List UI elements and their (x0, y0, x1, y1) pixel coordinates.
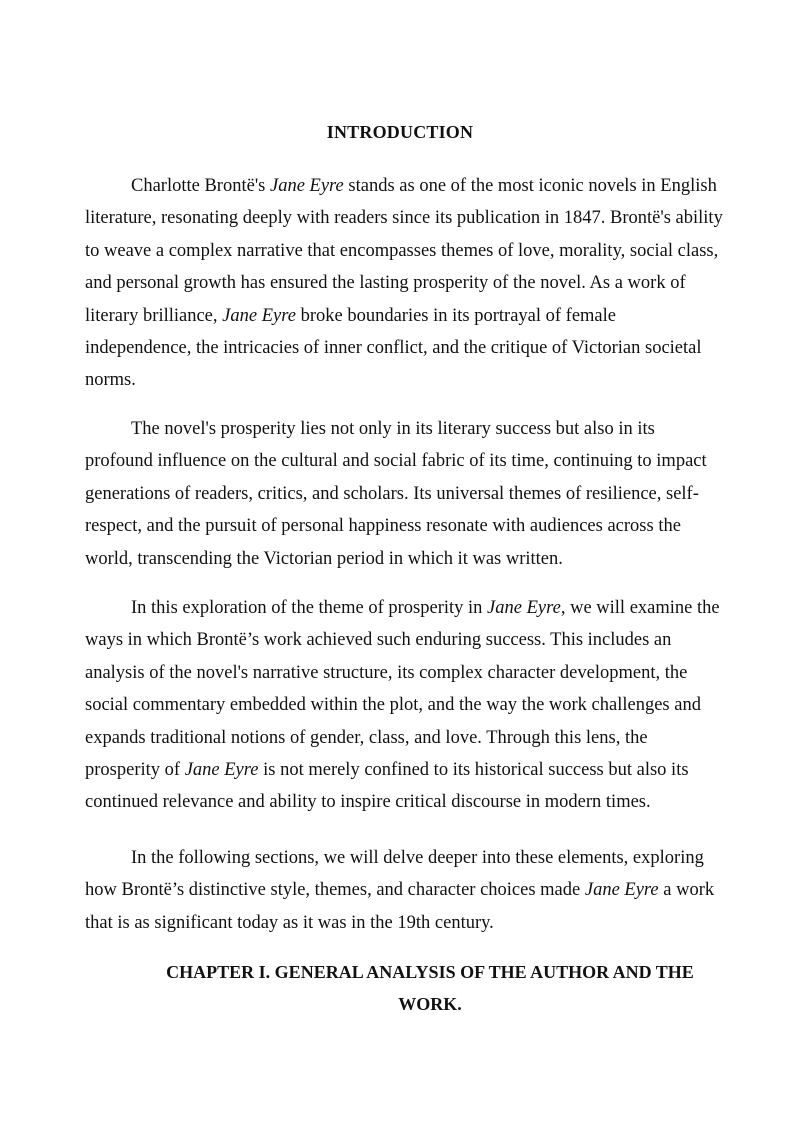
text-line: and personal growth has ensured the lasting prosperity of the novel. As a work of (85, 273, 686, 294)
text-line: social commentary embedded within the plot, and the way the work challenges and (85, 695, 701, 716)
paragraph (85, 592, 725, 819)
text-line: generations of readers, critics, and scholars. Its universal themes of resilience, self- (85, 483, 699, 504)
text-line: analysis of the novel's narrative structure, its complex character development, the (85, 662, 688, 683)
text-line: respect, and the pursuit of personal happiness resonate with audiences across the (85, 516, 681, 537)
chapter-heading-line: CHAPTER I. GENERAL ANALYSIS OF THE AUTHOR AND THE (166, 962, 694, 982)
paragraph (85, 413, 725, 575)
book-title: Jane Eyre (487, 598, 561, 618)
book-title: Jane Eyre (184, 760, 259, 781)
text-line: literary brilliance, Jane Eyre broke boundaries in its portrayal of female (85, 305, 616, 326)
paragraph (85, 170, 725, 397)
text-line: continued relevance and ability to inspire critical discourse in modern times. (85, 792, 651, 813)
text-line: Charlotte Brontë's Jane Eyre stands as one of the most iconic novels in English (131, 176, 717, 196)
text-line: world, transcending the Victorian period in which it was written. (85, 548, 563, 569)
book-title: Jane Eyre (584, 880, 659, 901)
text-line: independence, the intricacies of inner conflict, and the critique of Victorian societal (85, 338, 702, 359)
paragraph (85, 842, 725, 939)
chapter-heading (120, 956, 740, 1020)
text-line: that is as significant today as it was in the 19th century. (85, 912, 494, 933)
text-line: literature, resonating deeply with readers since its publication in 1847. Brontë's ability (85, 208, 723, 229)
text-line: to weave a complex narrative that encompasses themes of love, morality, social class, (85, 240, 719, 261)
text-line: prosperity of Jane Eyre is not merely confined to its historical success but also its (85, 760, 689, 781)
text-line: profound influence on the cultural and social fabric of its time, continuing to impact (85, 451, 707, 472)
text-line: how Brontë’s distinctive style, themes, and character choices made Jane Eyre a work (85, 880, 715, 901)
text-line: In the following sections, we will delve deeper into these elements, exploring (131, 848, 704, 868)
text-line: expands traditional notions of gender, class, and love. Through this lens, the (85, 727, 648, 748)
book-title: Jane Eyre (222, 305, 296, 326)
chapter-heading-line: WORK. (398, 994, 462, 1014)
text-line: In this exploration of the theme of prosperity in Jane Eyre, we will examine the (131, 598, 720, 618)
text-line: The novel's prosperity lies not only in its literary success but also in its (131, 419, 655, 439)
text-line: norms. (85, 370, 136, 391)
book-title: Jane Eyre (269, 176, 344, 196)
section-heading: INTRODUCTION (326, 122, 474, 142)
text-line: ways in which Brontë’s work achieved such enduring success. This includes an (85, 630, 672, 651)
